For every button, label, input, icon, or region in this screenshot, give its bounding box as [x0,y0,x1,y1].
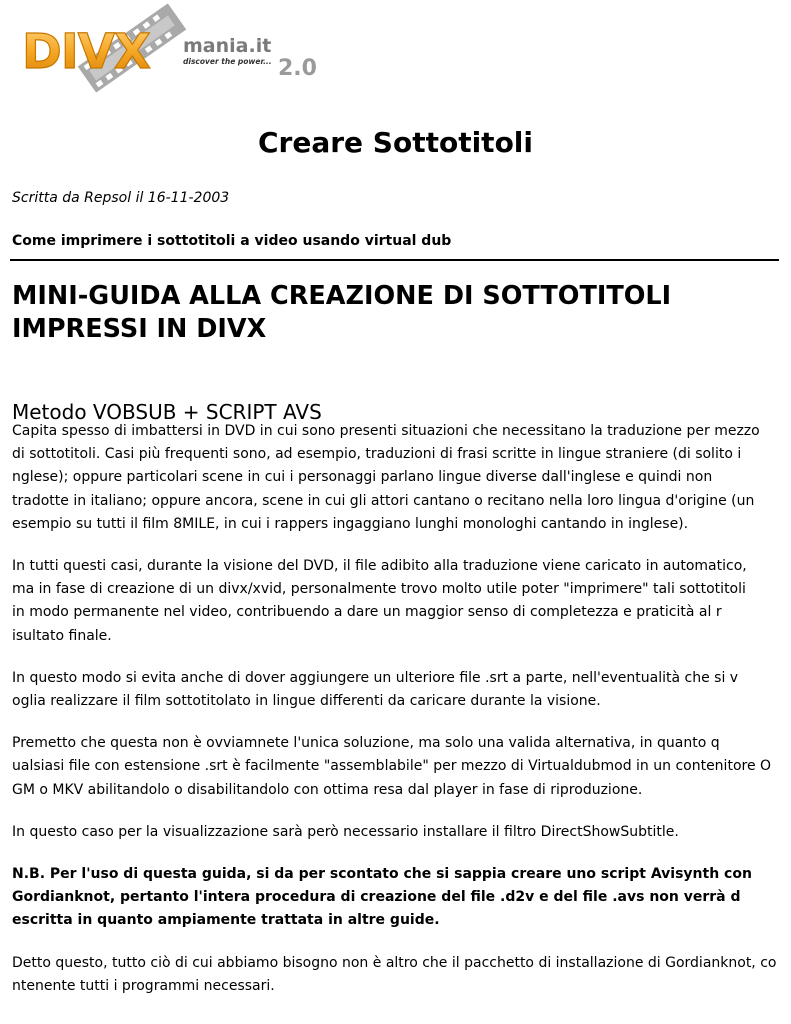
paragraph-intro: Capita spesso di imbattersi in DVD in cui sono presenti situazioni che necessitano la traduzione per mezzo di sottotitoli. Casi più frequenti sono, ad esempio, traduzioni di frasi scritte in lingue straniere (di solito i nglese); oppure particolari scene in cui i personaggi parlano lingue diverse dall'inglese e quindi non tradotte in italiano; oppure ancora, scene in cui gli attori cantano o recitano nella loro lingua d'origine (un esempio su tutti il film 8MILE, in cui i rappers ingaggiano lunghi monologhi cantando in inglese). [12,423,760,532]
paragraph-requirements: Detto questo, tutto ciò di cui abbiamo bisogno non è altro che il pacchetto di installazione di Gordianknot, co ntenente tutti i programmi necessari. [12,954,777,994]
divxmania-logo-graphic [20,0,320,100]
logo-version: 2.0 [278,56,317,81]
paragraph-directshow: In questo caso per la visualizzazione sarà però necessario installare il filtro DirectShowSubtitle. [12,823,679,840]
section-heading: Metodo VOBSUB + SCRIPT AVS [12,400,322,424]
logo-brand-suffix: mania.it [183,35,272,57]
main-heading: MINI-GUIDA ALLA CREAZIONE DI SOTTOTITOLI IMPRESSI IN DIVX [12,281,672,344]
paragraph-nb-note: N.B. Per l'uso di questa guida, si da per scontato che si sappia creare uno script Avisynth con Gordianknot, pertanto l'intera procedura di creazione del file .d2v e del file .avs non verrà d escritta in quanto ampiamente trattata in altre guide. [12,866,752,929]
article-body [12,420,791,1017]
logo-tagline: discover the power... [183,57,272,66]
horizontal-divider [10,259,779,261]
logo-brand-main: DIVX [22,24,150,80]
site-logo[interactable] [20,0,320,100]
paragraph-alternative: Premetto che questa non è ovviamnete l'unica soluzione, ma solo una valida alternativa, in quanto q ualsiasi file con estensione .srt è facilmente "assemblabile" per mezzo di Virtualdubmod in un contenitore O GM o MKV abilitandolo o disabilitandolo con ottima resa dal player in fase di riproduzione. [12,735,772,798]
paragraph-dvd-cases: In tutti questi casi, durante la visione del DVD, il file adibito alla traduzione viene caricato in automatico, ma in fase di creazione di un divx/xvid, personalmente trovo molto utile poter "imprimere" tali sottotitoli in modo permanente nel video, contribuendo a dare un maggior senso di completezza e praticità al r isultato finale. [12,558,747,644]
page-title: Creare Sottotitoli [258,126,533,159]
paragraph-srt-avoid: In questo modo si evita anche di dover aggiungere un ulteriore file .srt a parte, nell'eventualità che si v oglia realizzare il film sottotitolato in lingue differenti da caricare durante la visione. [12,669,739,710]
article-subtitle: Come imprimere i sottotitoli a video usando virtual dub [12,233,452,249]
article-byline: Scritta da Repsol il 16-11-2003 [12,190,230,206]
